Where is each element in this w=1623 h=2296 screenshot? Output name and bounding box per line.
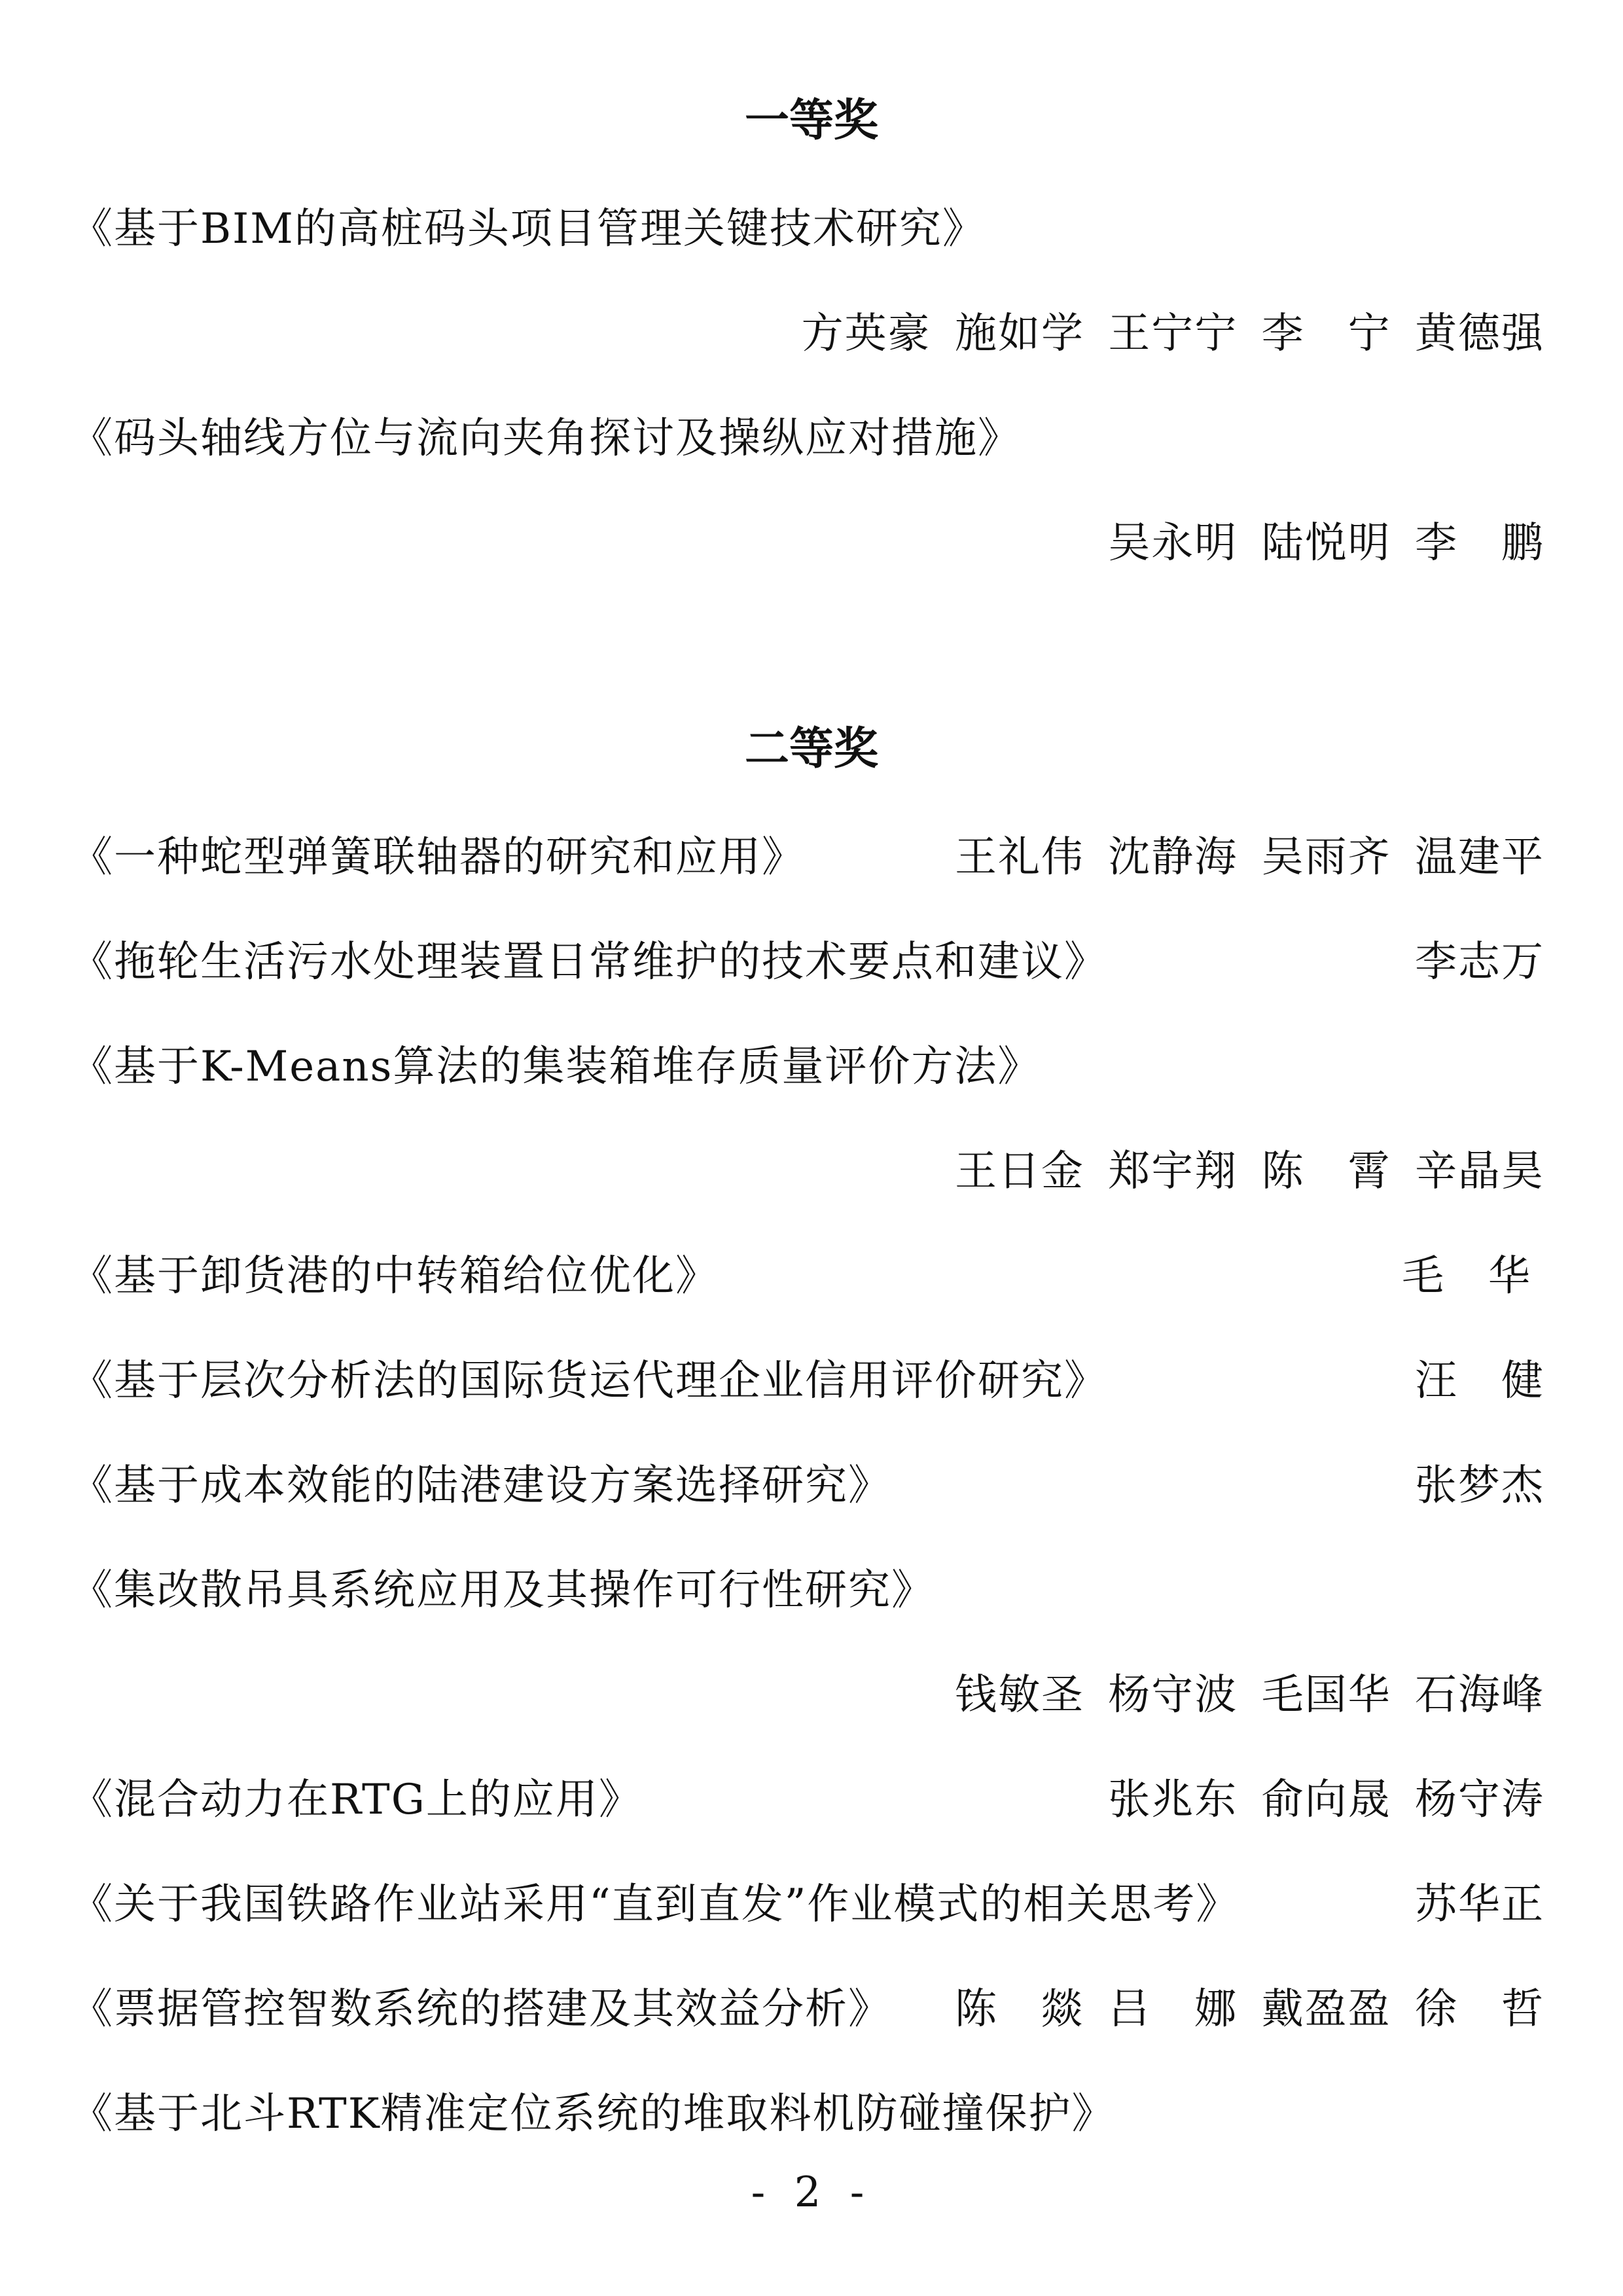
- paper-title: 《基于卸货港的中转箱给位优化》: [71, 1252, 719, 1300]
- paper-authors: 陈 燚 吕 娜 戴盈盈 徐 哲: [954, 1985, 1544, 2034]
- award-entry: [71, 1450, 1544, 1522]
- paper-authors: 李志万: [1415, 938, 1544, 986]
- paper-title: 《关于我国铁路作业站采用“直到直发”作业模式的相关思考》: [71, 1880, 1240, 1929]
- award-entry: [71, 1869, 1544, 1941]
- award-entry: [71, 1345, 1544, 1417]
- paper-title: 《票据管控智数系统的搭建及其效益分析》: [71, 1985, 891, 2034]
- paper-title: 《集改散吊具系统应用及其操作可行性研究》: [71, 1566, 935, 1615]
- paper-title: 《一种蛇型弹簧联轴器的研究和应用》: [71, 833, 805, 882]
- section-heading-second-prize: 二等奖: [744, 723, 878, 775]
- paper-title: 《基于K-Means算法的集装箱堆存质量评价方法》: [71, 1043, 1041, 1091]
- paper-title: 《拖轮生活污水处理装置日常维护的技术要点和建议》: [71, 938, 1107, 986]
- section-heading-first-prize: 一等奖: [744, 95, 878, 147]
- award-authors-line: [71, 298, 1544, 370]
- paper-authors: 苏华正: [1415, 1880, 1544, 1929]
- paper-authors: 张梦杰: [1415, 1462, 1544, 1510]
- award-entry: [71, 926, 1544, 998]
- paper-title: 《基于成本效能的陆港建设方案选择研究》: [71, 1462, 891, 1510]
- award-authors-line: [71, 1136, 1544, 1208]
- paper-authors: 方英豪 施如学 王宁宁 李 宁 黄德强: [801, 310, 1544, 358]
- award-authors-line: [71, 1659, 1544, 1731]
- paper-title: 《混合动力在RTG上的应用》: [71, 1776, 642, 1824]
- award-entry: [71, 1764, 1544, 1836]
- page-number: - 2 -: [751, 2168, 872, 2217]
- paper-authors: 吴永明 陆悦明 李 鹏: [1108, 519, 1544, 567]
- award-entry: [71, 1973, 1544, 2045]
- paper-authors: 张兆东 俞向晟 杨守涛: [1108, 1776, 1544, 1824]
- award-entry: [71, 2078, 1544, 2150]
- paper-authors: 王礼伟 沈静海 吴雨齐 温建平: [954, 833, 1544, 882]
- paper-title: 《码头轴线方位与流向夹角探讨及操纵应对措施》: [71, 414, 1021, 463]
- award-entry: [71, 403, 1544, 475]
- award-entry: [71, 1031, 1544, 1103]
- award-entry: [71, 1554, 1544, 1626]
- paper-authors: 钱敏圣 杨守波 毛国华 石海峰: [954, 1671, 1544, 1719]
- paper-authors: 毛 华: [1402, 1252, 1531, 1300]
- award-entry: [71, 1240, 1544, 1312]
- paper-title: 《基于BIM的高桩码头项目管理关键技术研究》: [71, 205, 986, 253]
- paper-title: 《基于层次分析法的国际货运代理企业信用评价研究》: [71, 1357, 1107, 1405]
- paper-title: 《基于北斗RTK精准定位系统的堆取料机防碰撞保护》: [71, 2090, 1115, 2138]
- paper-authors: 王日金 郑宇翔 陈 霄 辛晶昊: [954, 1147, 1544, 1196]
- award-authors-line: [71, 507, 1544, 579]
- award-entry: [71, 193, 1544, 265]
- award-entry: [71, 821, 1544, 893]
- paper-authors: 汪 健: [1415, 1357, 1544, 1405]
